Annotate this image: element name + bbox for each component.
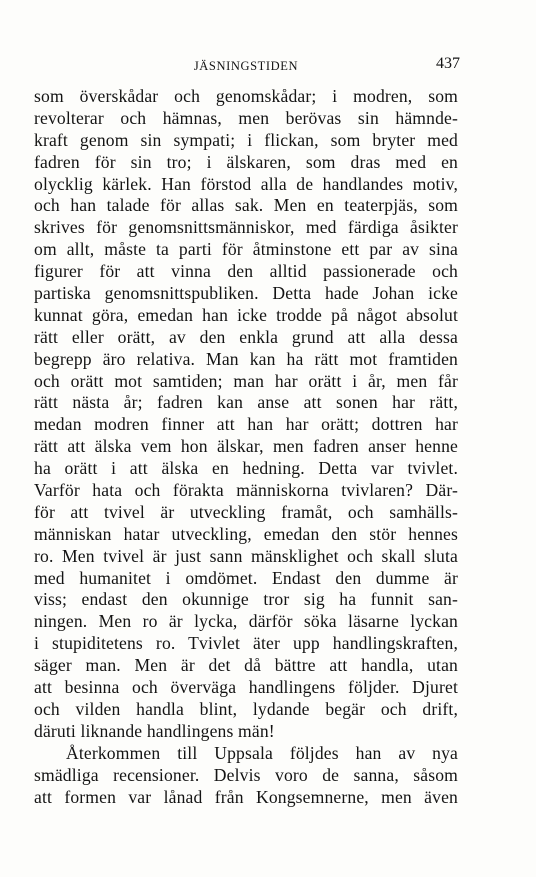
text-line: med humanitet i omdömet. Endast den dumme är xyxy=(34,567,458,588)
text-line: ro. Men tvivel är just sann mänsklighet och skall sluta xyxy=(34,545,458,566)
text-line: säger man. Men är det då bättre att handla, utan xyxy=(34,655,458,676)
text-line: och orätt mot samtiden; man har orätt i år, men får xyxy=(34,370,458,391)
text-line: att besinna och överväga handlingens följder. Djuret xyxy=(34,677,458,698)
text-line: figurer för att vinna den alltid passionerade och xyxy=(34,261,458,282)
text-line: medan modren finner att han har orätt; dottren har xyxy=(34,414,458,435)
text-line: ha orätt i att älska en hedning. Detta var tvivlet. xyxy=(34,458,458,479)
text-line: rätt nästa år; fadren kan anse att sonen har rätt, xyxy=(34,392,458,413)
text-line: i stupiditetens ro. Tvivlet äter upp handlingskraften, xyxy=(34,633,458,654)
text-line: människan hatar utveckling, emedan den stör hennes xyxy=(34,523,458,544)
text-line: fadren för sin tro; i älskaren, som dras med en xyxy=(34,151,458,172)
text-line: att formen var lånad från Kongsemnerne, men även xyxy=(34,786,458,807)
text-line: för att tvivel är utveckling framåt, och samhälls- xyxy=(34,501,458,522)
text-line: kunnat göra, emedan han icke trodde på något absolut xyxy=(34,304,458,325)
running-header xyxy=(34,55,458,75)
text-line: och vilden handla blint, lydande begär och drift, xyxy=(34,698,458,719)
text-line: skrives för genomsnittsmänniskor, med färdiga åsikter xyxy=(34,217,458,238)
text-line: ningen. Men ro är lycka, därför söka läsarne lyckan xyxy=(34,611,458,632)
text-line: smädliga recensioner. Delvis voro de sanna, såsom xyxy=(34,764,458,785)
text-line: om allt, måste ta parti för åtminstone ett par av sina xyxy=(34,239,458,260)
text-line: rätt att älska vem hon älskar, men fadren anser henne xyxy=(34,436,458,457)
text-line: partiska genomsnittspubliken. Detta hade Johan icke xyxy=(34,283,458,304)
running-title: JÄSNINGSTIDEN xyxy=(193,59,299,73)
text-line: kraft genom sin sympati; i flickan, som bryter med xyxy=(34,129,458,150)
text-line: olycklig kärlek. Han förstod alla de handlandes motiv, xyxy=(34,173,458,194)
text-line: rätt eller orätt, av den enkla grund att alla dessa xyxy=(34,326,458,347)
text-line: som överskådar och genomskådar; i modren, som xyxy=(34,86,458,106)
text-line: begrepp äro relativa. Man kan ha rätt mot framtiden xyxy=(34,348,458,369)
text-line: viss; endast den okunnige tror sig ha funnit san- xyxy=(34,589,458,610)
text-line: och han talade för allas sak. Men en teaterpjäs, som xyxy=(34,195,458,216)
page-number: 437 xyxy=(436,55,460,72)
paragraph-start-line: Återkommen till Uppsala följdes han av nya xyxy=(66,742,458,763)
text-line: revolterar och hämnas, men berövas sin hämnde- xyxy=(34,107,458,128)
paragraph-end-line: däruti liknande handlingens män! xyxy=(34,720,275,741)
text-line: Varför hata och förakta människorna tvivlaren? Där- xyxy=(34,480,458,501)
body-text xyxy=(34,86,458,808)
